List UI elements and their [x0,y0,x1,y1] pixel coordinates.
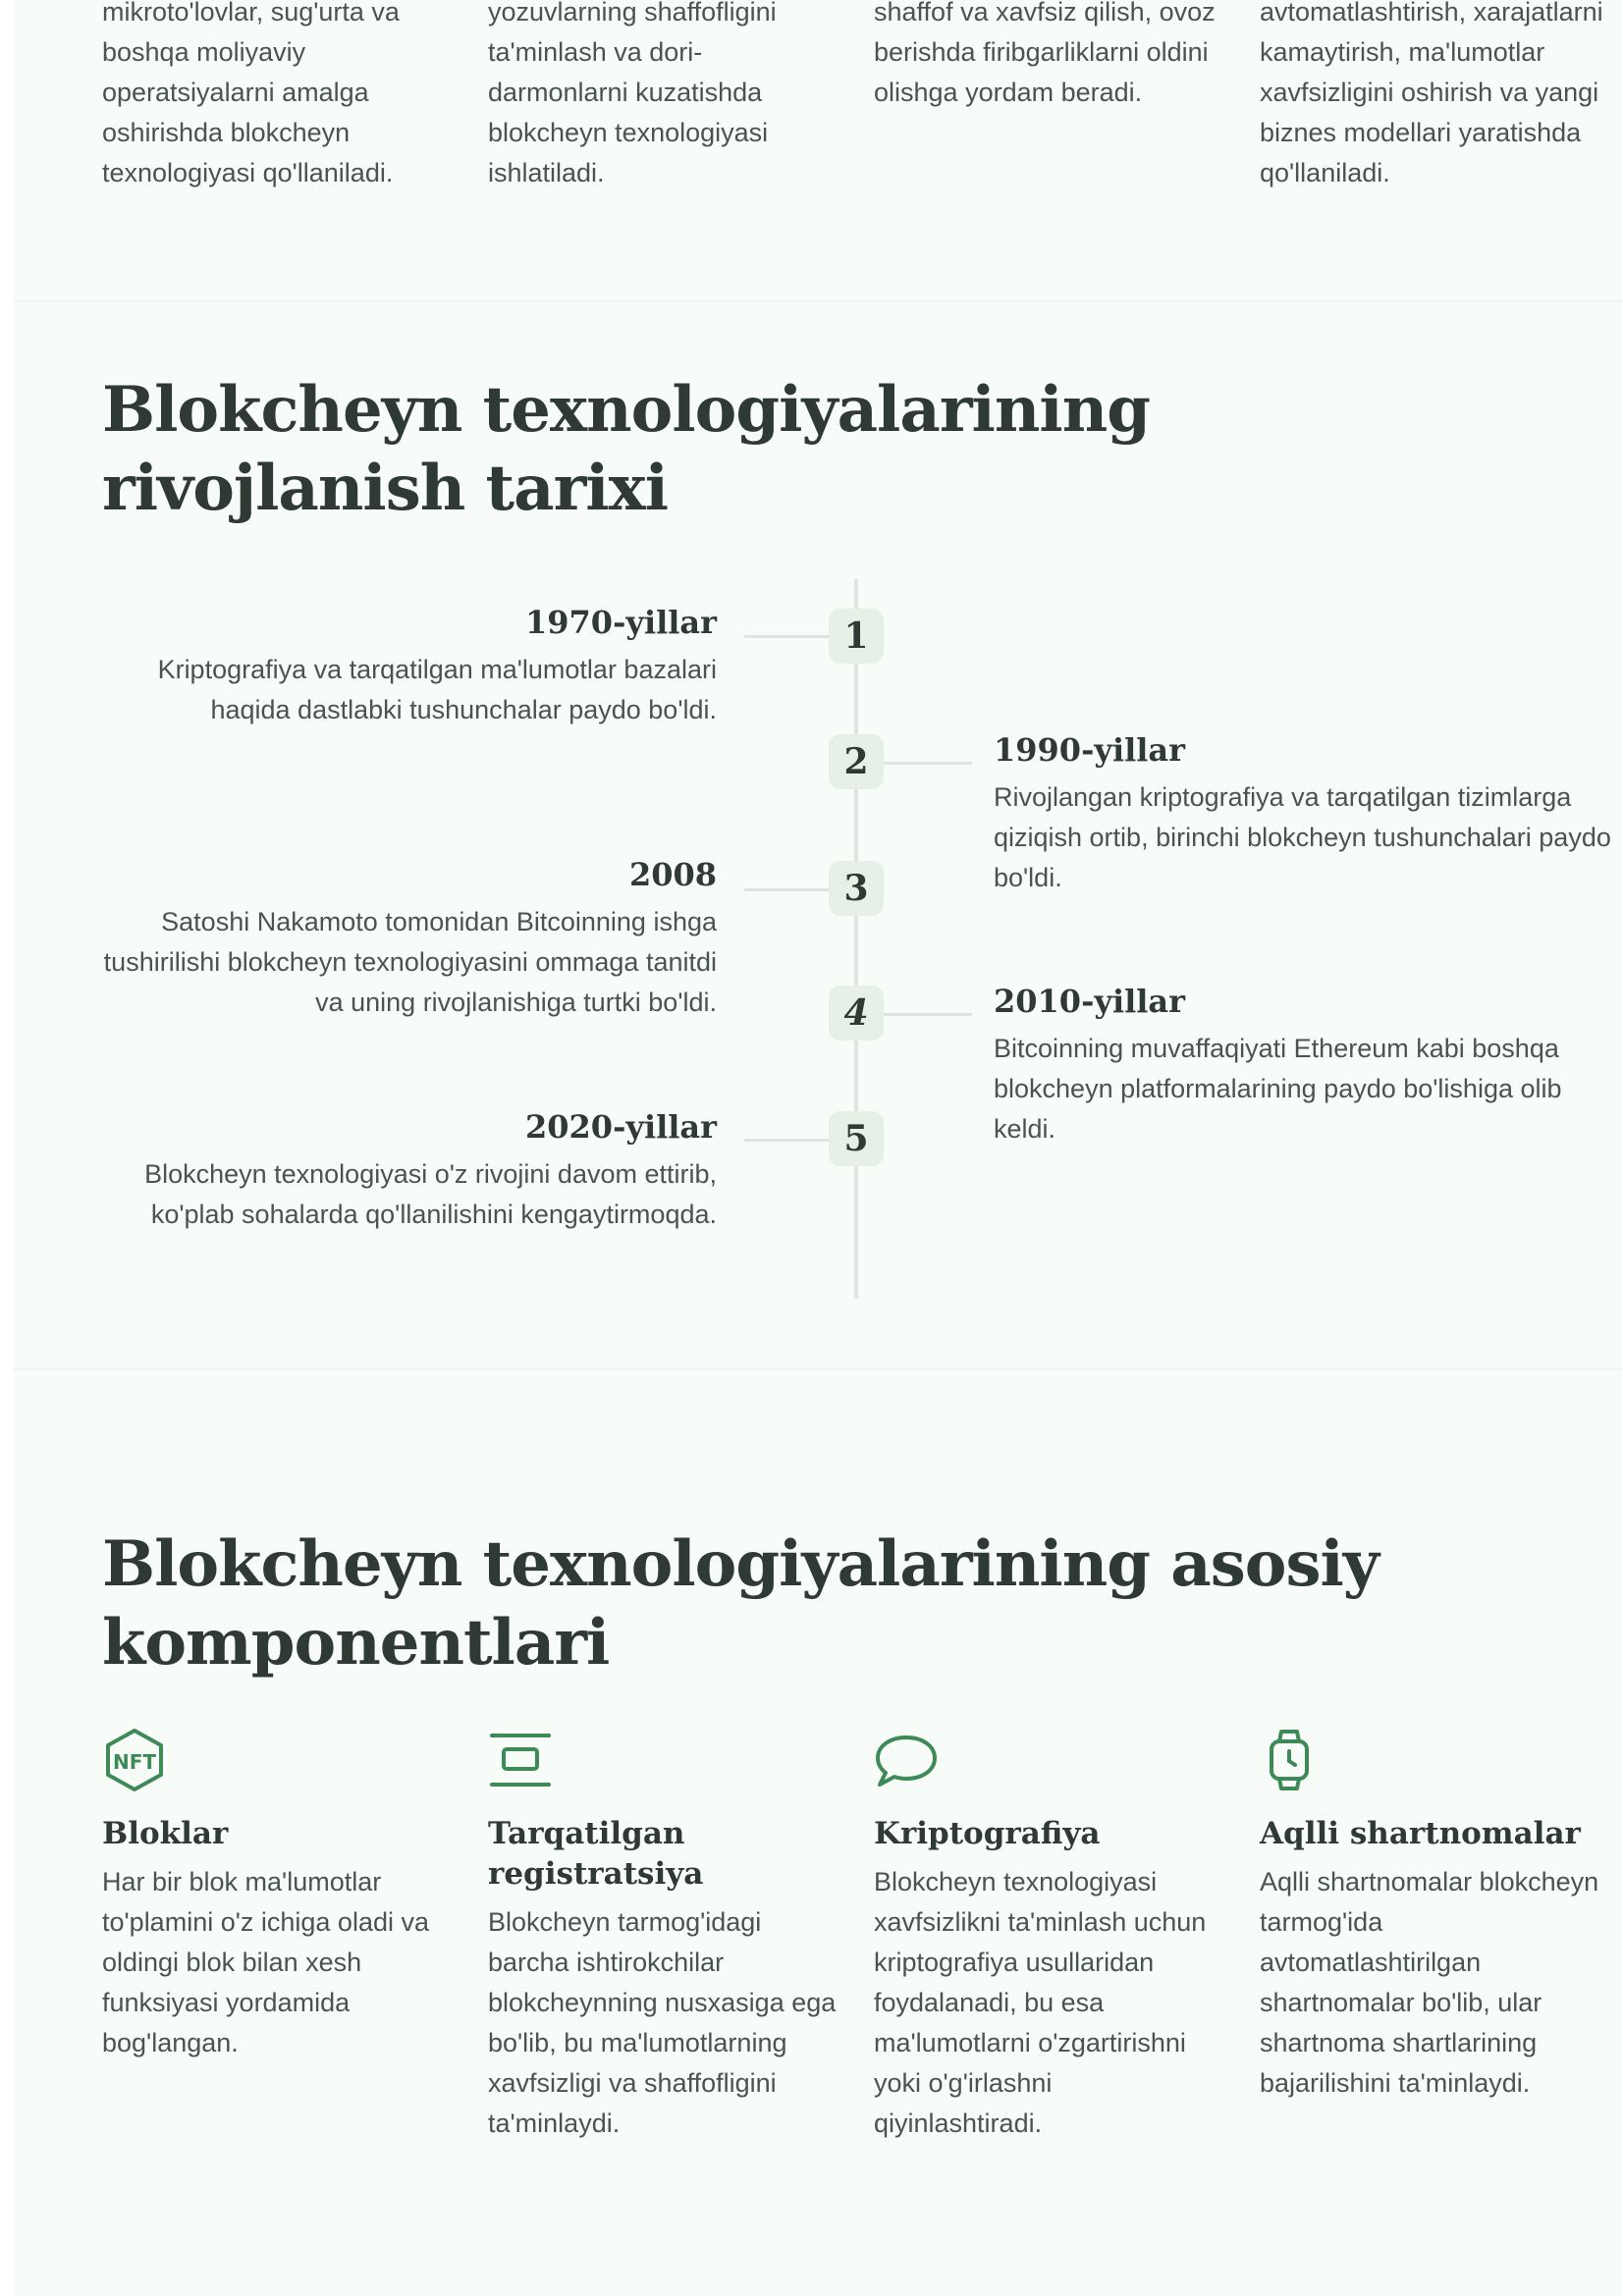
section-divider [14,300,1622,302]
component-description: Har bir blok ma'lumotlar to'plamini o'z ichiga oladi va oldingi blok bilan xesh funksiyasi yordamida bog'langan. [102,1867,429,2057]
timeline-entry [88,1105,717,1235]
timeline-description: Blokcheyn texnologiyasi o'z rivojini davom ettirib, ko'plab sohalarda qo'llanilishini kengaytirmoqda. [144,1159,717,1229]
timeline-description: Kriptografiya va tarqatilgan ma'lumotlar bazalari haqida dastlabki tushunchalar paydo bo'ldi. [157,655,717,724]
use-case-text-voting: shaffof va xavfsiz qilish, ovoz berishda firibgarliklarni oldini olishga yordam beradi. [874,0,1216,107]
chat-bubble-icon [874,1728,939,1792]
timeline-step-badge: 4 [829,986,884,1041]
component-description: Aqlli shartnomalar blokcheyn tarmog'ida avtomatlashtirilgan shartnomalar bo'lib, ular shartnoma shartlarining bajarilishini ta'minlaydi. [1260,1867,1599,2098]
timeline-entry [994,980,1622,1149]
timeline-step-badge: 5 [829,1111,884,1166]
component-description: Blokcheyn tarmog'idagi barcha ishtirokchilar blokcheynning nusxasiga ega bo'lib, bu ma'lumotlarning xavfsizligi va shaffofligini ta'minlaydi. [488,1907,837,2138]
component-title: Bloklar [102,1816,229,1851]
timeline-entry [88,601,717,730]
component-title: Kriptografiya [874,1816,1101,1851]
timeline-axis [854,579,858,1299]
timeline-step-badge: 2 [829,734,884,789]
use-case-text-finance: mikroto'lovlar, sug'urta va boshqa moliyaviy operatsiyalarni amalga oshirishda blokcheyn texnologiyasi qo'llaniladi. [102,0,400,187]
component-title: Tarqatilgan registratsiya [488,1816,704,1892]
timeline-year: 1970-yillar [525,604,717,641]
component-card-distributed-ledger [488,1728,837,2144]
timeline-step-badge: 3 [829,861,884,916]
timeline-year: 2020-yillar [525,1108,717,1146]
svg-text:NFT: NFT [112,1750,157,1774]
history-title: Blokcheyn texnologiyalarining rivojlanish tarixi [102,373,1150,525]
timeline-year: 2010-yillar [994,983,1185,1020]
timeline-entry [88,853,717,1023]
component-title: Aqlli shartnomalar [1260,1816,1581,1851]
layout-rows-icon [488,1728,553,1792]
section-divider [14,1368,1622,1370]
component-description: Blokcheyn texnologiyasi xavfsizlikni ta'minlash uchun kriptografiya usullaridan foydalanadi, bu esa ma'lumotlarni o'zgartirishni yoki o'g'irlashni qiyinlashtiradi. [874,1867,1207,2138]
timeline-entry [994,728,1622,898]
watch-icon [1260,1728,1325,1792]
timeline-description: Satoshi Nakamoto tomonidan Bitcoinning ishga tushirilishi blokcheyn texnologiyasini ommaga tanitdi va uning rivojlanishiga turtki bo'ldi. [103,907,717,1017]
timeline-description: Bitcoinning muvaffaqiyati Ethereum kabi boshqa blokcheyn platformalarining paydo bo'lishiga olib keldi. [994,1034,1562,1144]
timeline-step-badge: 1 [829,609,884,664]
nft-hexagon-icon [102,1728,167,1792]
use-case-text-health: yozuvlarning shaffofligini ta'minlash va dori-darmonlarni kuzatishda blokcheyn texnologiyasi ishlatiladi. [488,0,777,187]
timeline-year: 1990-yillar [994,731,1185,769]
component-card-blocks [102,1728,451,2063]
timeline-description: Rivojlangan kriptografiya va tarqatilgan tizimlarga qiziqish ortib, birinchi blokcheyn tushunchalari paydo bo'ldi. [994,782,1611,892]
use-case-text-business: avtomatlashtirish, xarajatlarni kamaytirish, ma'lumotlar xavfsizligini oshirish va yangi biznes modellari yaratishda qo'llaniladi. [1260,0,1603,187]
components-title: Blokcheyn texnologiyalarining asosiy komponentlari [102,1527,1379,1680]
timeline-year: 2008 [628,856,717,893]
component-card-smart-contracts [1260,1728,1608,2104]
component-card-cryptography [874,1728,1222,2144]
